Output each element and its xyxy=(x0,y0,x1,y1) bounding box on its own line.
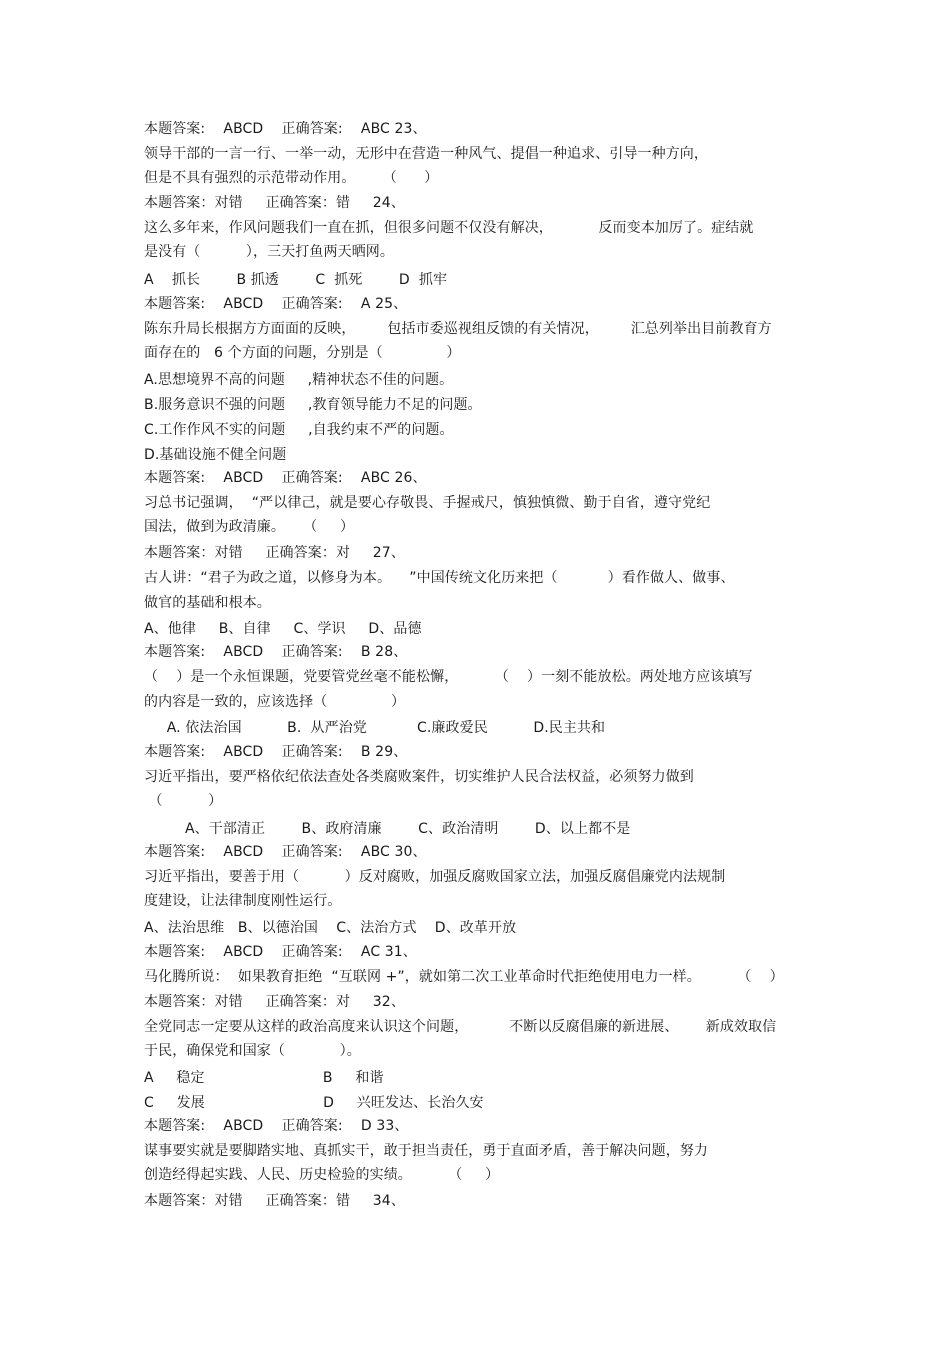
answer-line-26: 本题答案: ABCD 正确答案: ABC 26、 xyxy=(144,470,427,486)
answer-line-34: 本题答案：对错 正确答案：错 34、 xyxy=(144,1193,405,1209)
answer-line-31: 本题答案: ABCD 正确答案: AC 31、 xyxy=(144,944,417,960)
answer-line-23: 本题答案: ABCD 正确答案: ABC 23、 xyxy=(144,121,427,137)
answer-line-28: 本题答案: ABCD 正确答案: B 28、 xyxy=(144,644,408,660)
question-line: 创造经得起实践、人民、历史检验的实绩。 （ ） xyxy=(144,1167,500,1183)
question-line: 马化腾所说： 如果教育拒绝 “互联网 +”，就如第二次工业革命时代拒绝使用电力一样。 （ ） xyxy=(144,969,784,985)
answer-line-25: 本题答案: ABCD 正确答案: A 25、 xyxy=(144,296,408,312)
question-line: 的内容是一致的，应该选择（ ） xyxy=(144,694,406,710)
question-line: （ ）是一个永恒课题，党要管党丝毫不能松懈， （ ）一刻不能放松。两处地方应该填写 xyxy=(144,669,753,685)
question-line: 度建设，让法律制度刚性运行。 xyxy=(144,893,342,909)
option-line: A、他律 B、自律 C、学识 D、品德 xyxy=(144,621,422,637)
option-line: A.思想境界不高的问题 ,精神状态不佳的问题。 xyxy=(144,372,454,388)
question-line: 国法，做到为政清廉。 （ ） xyxy=(144,519,355,535)
question-line: 领导干部的一言一行、一举一动，无形中在营造一种风气、提倡一种追求、引导一种方向， xyxy=(144,146,708,162)
question-line: 是没有（ ），三天打鱼两天晒网。 xyxy=(144,244,395,260)
question-line: 习近平指出，要善于用（ ）反对腐败，加强反腐败国家立法，加强反腐倡廉党内法规制 xyxy=(144,869,726,885)
option-line: A. 依法治国 B. 从严治党 C.廉政爱民 D.民主共和 xyxy=(144,720,606,736)
option-line: D.基础设施不健全问题 xyxy=(144,447,287,463)
question-line: 但是不具有强烈的示范带动作用。 （ ） xyxy=(144,170,439,186)
answer-line-24: 本题答案：对错 正确答案：错 24、 xyxy=(144,195,405,211)
option-line: A、法治思维 B、以德治国 C、法治方式 D、改革开放 xyxy=(144,920,517,936)
option-line: A、干部清正 B、政府清廉 C、政治清明 D、以上都不是 xyxy=(144,821,631,837)
answer-line-30: 本题答案: ABCD 正确答案: ABC 30、 xyxy=(144,844,427,860)
question-line: 于民，确保党和国家（ ）。 xyxy=(144,1043,361,1059)
question-line: 古人讲：“君子为政之道，以修身为本。 ”中国传统文化历来把（ ）看作做人、做事、 xyxy=(144,570,735,586)
question-line: 谋事要实就是要脚踏实地、真抓实干，敢于担当责任，勇于直面矛盾，善于解决问题，努力 xyxy=(144,1143,708,1159)
option-line: A 抓长 B 抓透 C 抓死 D 抓牢 xyxy=(144,272,448,288)
option-line: C.工作作风不实的问题 ,自我约束不严的问题。 xyxy=(144,422,454,438)
question-line: 习总书记强调， “严以律己，就是要心存敬畏、手握戒尺，慎独慎微、勤于自省，遵守党纪 xyxy=(144,495,711,511)
option-line: B.服务意识不强的问题 ,教育领导能力不足的问题。 xyxy=(144,397,482,413)
answer-line-29: 本题答案: ABCD 正确答案: B 29、 xyxy=(144,744,408,760)
answer-line-27: 本题答案：对错 正确答案：对 27、 xyxy=(144,545,405,561)
question-line: 面存在的 6 个方面的问题，分别是（ ） xyxy=(144,345,461,361)
option-line: C 发展 D 兴旺发达、长治久安 xyxy=(144,1095,484,1111)
question-line: 做官的基础和根本。 xyxy=(144,595,271,611)
answer-line-33: 本题答案: ABCD 正确答案: D 33、 xyxy=(144,1118,409,1134)
answer-line-32: 本题答案：对错 正确答案：对 32、 xyxy=(144,994,405,1010)
question-line: （ ） xyxy=(144,793,223,809)
question-line: 陈东升局长根据方方面面的反映， 包括市委巡视组反馈的有关情况， 汇总列举出目前教育方 xyxy=(144,321,772,337)
question-line: 全党同志一定要从这样的政治高度来认识这个问题， 不断以反腐倡廉的新进展、 新成效取信 xyxy=(144,1019,777,1035)
question-line: 这么多年来，作风问题我们一直在抓，但很多问题不仅没有解决， 反而变本加厉了。症结就 xyxy=(144,220,754,236)
question-line: 习近平指出，要严格依纪依法查处各类腐败案件，切实维护人民合法权益，必须努力做到 xyxy=(144,769,694,785)
option-line: A 稳定 B 和谐 xyxy=(144,1070,384,1086)
